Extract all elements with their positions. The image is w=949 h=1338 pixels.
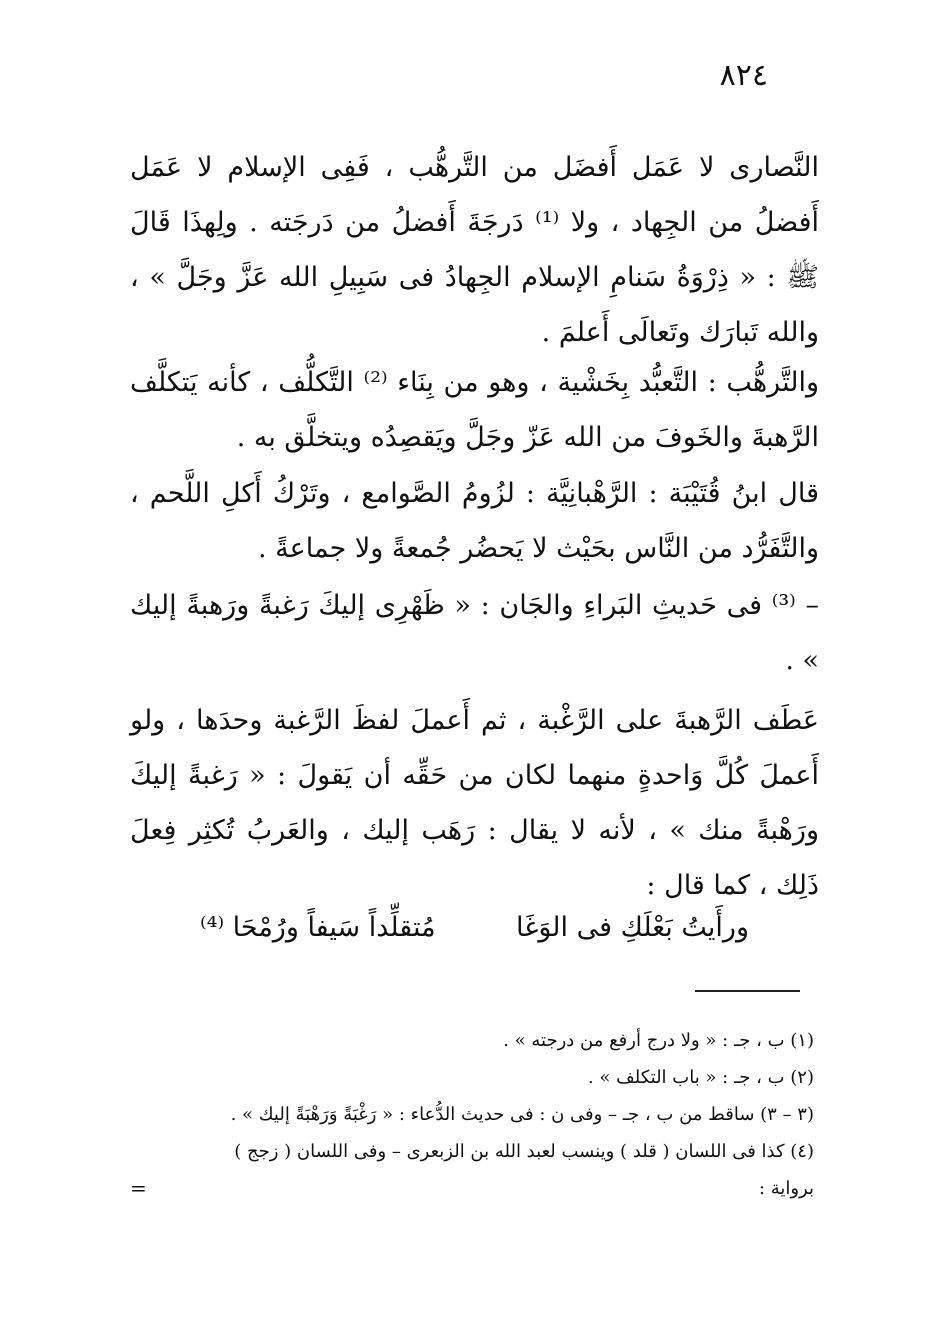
footnote-2: (٢) ب ، جـ : « باب التكلف » . [587,1067,814,1088]
paragraph-5: عَطَف الرَّهبةَ على الرَّغْبة ، ثم أَعملَ لفظَ الرَّغبة وحدَها ، ولو أَعملَ كُلَّ وَاحدةٍ منهما لكان من حَقِّه أن يَقولَ : « رَغبةً إليكَ ورَهْبةً منك » ، لأنه لا يقال : رَهَب إليك ، والعَربُ تُكثِر فِعلَ ذَلِك ، كما قال : [130,705,819,901]
footnote-separator [695,990,800,992]
continuation-mark: = [130,1176,147,1200]
footnote-3: (٣ – ٣) ساقط من ب ، جـ – وفى ن : فى حديث الدُّعاء : « رَغْبَةً وَرَهْبَةً إليك » . [230,1104,814,1125]
paragraph-1: النَّصارى لا عَمَل أَفضَل من التَّرهُّب ، فَفِى الإسلام لا عَمَل أَفضلُ من الجِهاد ، ولا ⁽¹⁾ دَرجَةَ أَفضلُ من دَرجَته . ولِهذَا قَالَ ﷺ : « ذِرْوَةُ سَنامِ الإسلام الجِهادُ فى سَبِيلِ الله عَزَّ وجَلَّ » ، والله تَبارَك وتَعالَى أَعلمَ . [130,152,819,348]
paragraph-3: قال ابنُ قُتَيْبَة : الرَّهْبانِيَّة : لزُومُ الصَّوامع ، وتَرْكُ أَكلِ اللَّحم ، والتَّفَرُّد من النَّاس بحَيْث لا يَحضُر جُمعةً ولا جماعةً . [130,478,819,564]
verse-hemistich-2: مُتقلِّداً سَيفاً ورُمْحَا ⁽⁴⁾ [200,912,436,943]
verse-hemistich-1: ورأَيتُ بَعْلَكِ فى الوَغَا [515,912,749,943]
poetry-verse [200,900,749,955]
footnote-4-tail: برواية : [758,1178,814,1199]
footnotes [130,1022,814,1207]
page-number: ٨٢٤ [719,58,768,93]
footnote-4: (٤) كذا فى اللسان ( قلد ) وينسب لعبد الله بن الزبعرى – وفى اللسان ( زجج ) [234,1141,814,1162]
footnote-1: (١) ب ، جـ : « ولا درج أرفع من درجته » . [503,1030,814,1051]
footnote-4-continuation [130,1170,814,1207]
paragraph-4: – ⁽³⁾ فى حَديثِ البَراءِ والجَان : « ظَهْرِى إليكَ رَغبةً ورَهبةً إليك » . [130,590,819,676]
paragraph-2: والتَّرهُّب : التَّعبُّد بِخَشْية ، وهو من بِنَاء ⁽²⁾ التَّكلُّف ، كأنه يَتكلَّف الرَّهبةَ والخَوفَ من الله عَزّ وجَلَّ ويَقصِدُه ويتخلَّق به . [130,367,819,453]
